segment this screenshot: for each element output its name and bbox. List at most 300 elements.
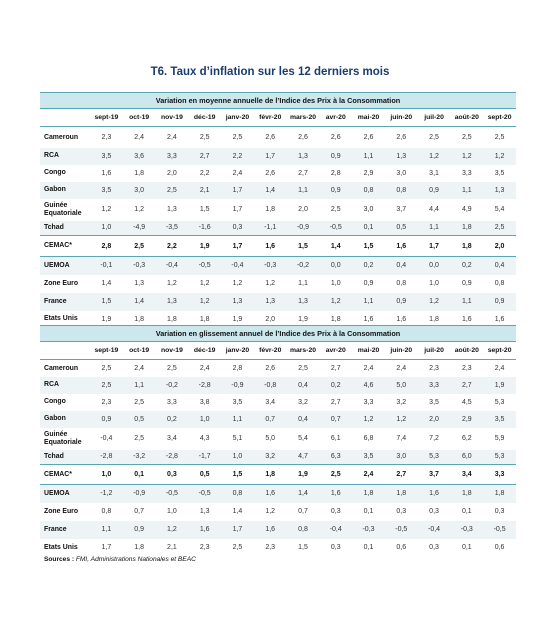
table-cell: 1,2 (167, 526, 177, 533)
table-cell: -0,5 (395, 526, 408, 533)
table-cell: 1,8 (385, 485, 418, 503)
table-cell: 1,3 (298, 298, 308, 305)
table-cell: 1,9 (188, 236, 221, 257)
table-cell: 0,8 (396, 280, 407, 287)
table-cell: 3,3 (363, 398, 374, 406)
table-cell: 1,3 (494, 186, 505, 194)
row-label: Guinée Equatoriale (44, 202, 82, 217)
table-row (40, 521, 516, 539)
table-cell: 6,3 (330, 453, 341, 461)
table-cell: 1,9 (232, 315, 243, 323)
table-cell: 2,6 (363, 133, 374, 141)
table-cell: -0,4 (100, 435, 113, 442)
table-cell: 3,3 (167, 152, 177, 160)
page-title: T6. Taux d’inflation sur les 12 derniers mois (150, 66, 390, 78)
table-cell: 5,3 (494, 453, 505, 461)
table-cell: 2,5 (101, 364, 112, 372)
table-row (40, 182, 516, 199)
table-cell: 2,6 (265, 169, 276, 177)
table-row (40, 199, 516, 221)
column-header: oct-19 (123, 109, 156, 127)
table-cell: 1,8 (167, 315, 177, 323)
table-cell: 1,1 (232, 415, 243, 423)
row-label: CEMAC* (40, 236, 90, 257)
table-cell: 1,2 (199, 280, 210, 287)
table-cell: 3,0 (134, 186, 145, 194)
column-header: juil-20 (418, 109, 451, 127)
table-row (40, 360, 516, 377)
table-cell: 2,3 (101, 398, 112, 406)
table-cell: 1,8 (134, 169, 145, 177)
table-cell: -0,5 (188, 485, 221, 503)
row-label: Etats Unis (44, 543, 78, 551)
table-cell: -1,1 (264, 224, 277, 232)
table-cell: 1,2 (265, 280, 276, 287)
table-cell: 1,6 (363, 315, 374, 323)
table-cell: 1,5 (352, 236, 385, 257)
table-cell: 1,8 (483, 485, 516, 503)
column-header: sept-20 (483, 342, 516, 360)
table-cell: 0,7 (265, 415, 276, 423)
column-header: mai-20 (352, 342, 385, 360)
table-cell: 3,7 (396, 206, 407, 213)
table-cell: 0,4 (385, 257, 418, 275)
table-cell: 2,5 (494, 133, 505, 141)
table-cell: -0,9 (123, 485, 156, 503)
table-cell: 7,4 (396, 435, 407, 442)
row-label: Zone Euro (44, 507, 79, 515)
table-cell: 2,5 (134, 398, 145, 406)
table-cell: 2,0 (265, 315, 276, 323)
table-cell: 1,0 (429, 280, 439, 287)
table-cell: 2,7 (330, 364, 341, 372)
table-cell: 1,8 (134, 315, 145, 323)
table-cell: 1,5 (199, 206, 210, 213)
table-cell: 1,0 (232, 453, 243, 461)
table-cell: 1,1 (298, 186, 308, 194)
table-cell: 2,3 (199, 544, 210, 551)
table-cell: 0,9 (330, 186, 341, 194)
column-header: févr-20 (254, 109, 287, 127)
column-header: janv-20 (221, 109, 254, 127)
table-cell: 5,4 (494, 206, 505, 213)
table-row (40, 503, 516, 521)
table-cell: 0,2 (167, 415, 177, 423)
table-cell: 3,0 (396, 453, 407, 461)
table-cell: 0,3 (330, 544, 341, 551)
table-cell: 1,6 (385, 236, 418, 257)
table-cell: -0,2 (287, 257, 320, 275)
table-row (40, 394, 516, 411)
row-label: RCA (44, 381, 59, 389)
table-row (40, 236, 516, 257)
table-cell: -0,3 (254, 257, 287, 275)
table-cell: 1,7 (418, 236, 451, 257)
row-label: Congo (44, 398, 66, 406)
table-cell: 3,0 (396, 169, 407, 177)
column-header: août-20 (450, 109, 483, 127)
table-cell: 1,1 (134, 381, 145, 389)
table-cell: 0,9 (101, 415, 112, 423)
table-cell: 1,8 (450, 236, 483, 257)
column-header: sept-19 (90, 109, 123, 127)
table-cell: -2,8 (165, 453, 178, 461)
row-label: Tchad (44, 224, 64, 231)
table-cell: 0,1 (461, 544, 472, 551)
table-cell: 1,6 (199, 526, 210, 533)
table-cell: 1,1 (101, 526, 112, 533)
table-cell: -3,5 (165, 224, 178, 232)
table-cell: 0,1 (123, 465, 156, 485)
table-row (40, 428, 516, 450)
table-cell: 3,4 (167, 435, 177, 442)
row-label: Cameroun (44, 364, 79, 372)
table-header-row (40, 109, 516, 127)
table-cell: 1,6 (461, 315, 472, 323)
table-cell: 1,2 (134, 206, 145, 213)
table-cell: 2,5 (167, 186, 177, 194)
table-cell: 1,0 (90, 465, 123, 485)
table-cell: 2,8 (90, 236, 123, 257)
table-cell: 1,7 (265, 152, 276, 160)
table-cell: 0,2 (352, 257, 385, 275)
table-cell: 4,5 (461, 398, 472, 406)
table-cell: 1,4 (265, 186, 276, 194)
table-cell: 3,5 (101, 186, 112, 194)
table-cell: 7,2 (429, 435, 439, 442)
column-header: mai-20 (352, 109, 385, 127)
table-cell: 5,0 (396, 381, 407, 389)
column-header: juin-20 (385, 342, 418, 360)
table-cell: 1,3 (134, 280, 145, 287)
table-row (40, 165, 516, 182)
column-header: nov-19 (156, 342, 189, 360)
table-cell: 1,6 (494, 315, 505, 323)
table-cell: 0,2 (450, 257, 483, 275)
table-cell: -0,1 (90, 257, 123, 275)
table-cell: 0,3 (429, 508, 439, 515)
table-row (40, 539, 516, 557)
table-cell: 2,6 (298, 133, 308, 141)
table-cell: 1,3 (298, 152, 308, 160)
row-label: France (44, 525, 67, 533)
table-cell: 1,0 (199, 415, 210, 423)
table-cell: -0,3 (362, 526, 375, 533)
table-cell: 0,9 (429, 186, 439, 194)
table-cell: 3,7 (418, 465, 451, 485)
table-cell: 1,2 (396, 415, 407, 423)
table-cell: 1,4 (287, 485, 320, 503)
table-cell: 2,1 (199, 186, 210, 194)
column-header: déc-19 (188, 109, 221, 127)
table-row (40, 411, 516, 428)
column-header: oct-19 (123, 342, 156, 360)
table-cell: 2,2 (232, 152, 243, 160)
table-cell: 4,9 (461, 206, 472, 213)
table-cell: 1,7 (101, 544, 112, 551)
table-cell: 5,1 (232, 435, 243, 442)
table-cell: 3,5 (363, 453, 374, 461)
table-cell: 2,5 (199, 133, 210, 141)
table-cell: 0,8 (101, 508, 112, 515)
row-label: UEMOA (40, 485, 90, 503)
table-row (40, 377, 516, 394)
table-cell: 1,2 (199, 298, 210, 305)
table-cell: 0,4 (298, 415, 308, 423)
table-cell: 1,8 (199, 315, 210, 323)
table-cell: 6,8 (363, 435, 374, 442)
table-cell: 1,5 (287, 236, 320, 257)
table-cell: 1,8 (254, 465, 287, 485)
table-cell: 3,3 (483, 465, 516, 485)
table-cell: 2,5 (429, 133, 439, 141)
table-cell: 2,9 (461, 415, 472, 423)
table-cell: 2,3 (461, 364, 472, 372)
table-cell: 3,5 (101, 152, 112, 160)
section-header-glissement: Variation en glissement annuel de l’Indice des Prix à la Consommation (40, 325, 516, 342)
table-cell: 5,0 (265, 435, 276, 442)
table-cell: 1,1 (363, 298, 374, 305)
table-cell: 1,2 (494, 152, 505, 160)
table-cell: -0,9 (231, 381, 244, 389)
header-blank (40, 109, 90, 127)
table-cell: 1,7 (232, 186, 243, 194)
table-cell: 2,5 (101, 381, 112, 389)
table-cell: 1,2 (167, 280, 177, 287)
table-cell: 2,9 (363, 169, 374, 177)
table-cell: -1,7 (198, 453, 211, 461)
table-cell: 2,4 (134, 133, 145, 141)
table-cell: 1,4 (319, 236, 352, 257)
row-label: Cameroun (44, 133, 79, 141)
table-cell: 2,2 (156, 236, 189, 257)
table-cell: 1,2 (232, 280, 243, 287)
table-cell: 3,8 (199, 398, 210, 406)
table-cell: 1,8 (352, 485, 385, 503)
table-cell: -0,3 (460, 526, 473, 533)
table-cell: 0,3 (396, 508, 407, 515)
table-cell: 2,4 (396, 364, 407, 372)
table-row (40, 148, 516, 165)
table-cell: 1,7 (232, 206, 243, 213)
column-header: juil-20 (418, 342, 451, 360)
table-cell: 1,9 (287, 465, 320, 485)
table-cell: 0,9 (363, 280, 374, 287)
table-cell: 1,6 (101, 169, 112, 177)
table-cell: 0,7 (134, 508, 145, 515)
table-row (40, 275, 516, 293)
table-cell: 0,7 (298, 508, 308, 515)
table-cell: 6,1 (330, 435, 341, 442)
row-label: Zone Euro (44, 279, 79, 287)
table-cell: -0,8 (264, 381, 277, 389)
row-label: RCA (44, 152, 59, 160)
table-cell: 2,3 (101, 133, 112, 141)
table-cell: 0,4 (483, 257, 516, 275)
table-cell: 0,9 (461, 280, 472, 287)
table-cell: 2,3 (429, 364, 439, 372)
column-header: nov-19 (156, 109, 189, 127)
table-cell: 2,2 (199, 169, 210, 177)
table-cell: 2,4 (134, 364, 145, 372)
table-cell: 1,9 (298, 315, 308, 323)
table-cell: 3,3 (429, 381, 439, 389)
table-cell: 0,8 (363, 186, 374, 194)
table-cell: 3,2 (298, 398, 308, 406)
table-cell: 1,9 (101, 315, 112, 323)
table-cell: 0,5 (188, 465, 221, 485)
row-label: Congo (44, 169, 66, 177)
table-cell: -0,5 (188, 257, 221, 275)
column-header: juin-20 (385, 109, 418, 127)
row-label: Etats Unis (44, 315, 78, 323)
table-cell: 1,1 (461, 186, 472, 194)
table-cell: 1,5 (221, 465, 254, 485)
table-cell: 1,0 (330, 280, 341, 287)
table-cell: 2,7 (330, 398, 341, 406)
source-label: Sources : (44, 556, 75, 563)
table-cell: 1,8 (265, 206, 276, 213)
table-cell: 1,8 (461, 224, 472, 232)
table-cell: 0,1 (363, 508, 374, 515)
table-cell: -0,4 (221, 257, 254, 275)
table-cell: 1,3 (167, 206, 177, 213)
table-cell: 0,9 (396, 298, 407, 305)
table-cell: -1,6 (198, 224, 211, 232)
table-row (40, 450, 516, 465)
column-header: janv-20 (221, 342, 254, 360)
table-cell: -0,5 (493, 526, 506, 533)
table-cell: 2,6 (330, 133, 341, 141)
column-header: avr-20 (319, 109, 352, 127)
table-cell: -0,9 (296, 224, 309, 232)
column-header: avr-20 (319, 342, 352, 360)
table-cell: 1,2 (429, 298, 439, 305)
table-row (40, 485, 516, 503)
table-cell: 1,3 (167, 298, 177, 305)
table-cell: 2,4 (494, 364, 505, 372)
table-cell: 1,2 (101, 206, 112, 213)
table-cell: 1,2 (429, 152, 439, 160)
column-header: sept-19 (90, 342, 123, 360)
table-cell: 1,8 (330, 315, 341, 323)
table-cell: 1,2 (363, 415, 374, 423)
table-cell: 3,5 (494, 169, 505, 177)
table-cell: 1,6 (418, 485, 451, 503)
table-cell: 2,5 (461, 133, 472, 141)
table-cell: 5,3 (429, 453, 439, 461)
table-cell: 0,4 (298, 381, 308, 389)
table-cell: 1,5 (101, 298, 112, 305)
table-cell: 0,8 (494, 280, 505, 287)
table-cell: 2,4 (232, 169, 243, 177)
table-cell: 6,2 (461, 435, 472, 442)
table-cell: 1,0 (101, 224, 112, 232)
table-cell: -2,8 (100, 453, 113, 461)
table-cell: -4,9 (133, 224, 146, 232)
table-cell: 3,2 (265, 453, 276, 461)
table-cell: 2,6 (396, 133, 407, 141)
table-cell: 5,9 (494, 435, 505, 442)
table-cell: 0,1 (363, 544, 374, 551)
table-cell: 1,4 (101, 280, 112, 287)
table-cell: 3,0 (363, 206, 374, 213)
table-cell: 0,2 (330, 381, 341, 389)
table-row (40, 257, 516, 275)
table-cell: 1,3 (232, 298, 243, 305)
table-cell: 0,0 (418, 257, 451, 275)
table-cell: 3,4 (265, 398, 276, 406)
table-cell: -1,2 (90, 485, 123, 503)
table-cell: 3,5 (232, 398, 243, 406)
table-cell: 0,9 (494, 298, 505, 305)
table-cell: 1,1 (363, 152, 374, 160)
table-cell: 3,5 (494, 415, 505, 423)
table-cell: 0,1 (461, 508, 472, 515)
table-cell: 3,2 (396, 398, 407, 406)
row-label: CEMAC* (40, 465, 90, 485)
table-cell: 1,6 (396, 315, 407, 323)
table-cell: 2,7 (385, 465, 418, 485)
table-cell: -3,2 (133, 453, 146, 461)
row-label: Gabon (44, 415, 66, 423)
table-cell: 3,3 (167, 398, 177, 406)
table-cell: 1,2 (265, 508, 276, 515)
table-cell: 2,7 (298, 169, 308, 177)
table-cell: 2,4 (167, 133, 177, 141)
table-cell: 2,6 (265, 364, 276, 372)
table-cell: 1,6 (319, 485, 352, 503)
table-cell: 1,3 (199, 508, 210, 515)
table-cell: 4,7 (298, 453, 308, 461)
row-label: Tchad (44, 453, 64, 460)
row-label: France (44, 297, 67, 305)
table-cell: 1,4 (232, 508, 243, 515)
column-header: sept-20 (483, 109, 516, 127)
table-cell: 2,6 (265, 133, 276, 141)
table-cell: 0,3 (330, 508, 341, 515)
table-cell: 0,3 (494, 508, 505, 515)
column-header: août-20 (450, 342, 483, 360)
table-cell: 2,8 (232, 364, 243, 372)
table-cell: -2,8 (198, 381, 211, 389)
table-cell: 2,5 (319, 465, 352, 485)
table-cell: 1,8 (429, 315, 439, 323)
table-cell: -0,2 (165, 381, 178, 389)
row-label: Gabon (44, 186, 66, 194)
table-cell: 2,5 (167, 364, 177, 372)
table-cell: 1,8 (134, 544, 145, 551)
table-cell: 0,3 (156, 465, 189, 485)
table-cell: 2,0 (483, 236, 516, 257)
table-row (40, 293, 516, 311)
table-cell: 0,9 (330, 152, 341, 160)
table-cell: 2,4 (199, 364, 210, 372)
table-cell: 2,5 (330, 206, 341, 213)
table-cell: 1,7 (232, 526, 243, 533)
table-cell: 0,6 (494, 544, 505, 551)
inflation-table-moyenne (40, 109, 516, 328)
table-header-row (40, 342, 516, 360)
table-cell: 0,9 (134, 526, 145, 533)
table-cell: 1,0 (167, 508, 177, 515)
column-header: mars-20 (287, 342, 320, 360)
table-cell: 1,6 (254, 485, 287, 503)
table-row (40, 127, 516, 148)
table-cell: 1,9 (494, 381, 505, 389)
header-blank (40, 342, 90, 360)
table-cell: -0,3 (123, 257, 156, 275)
